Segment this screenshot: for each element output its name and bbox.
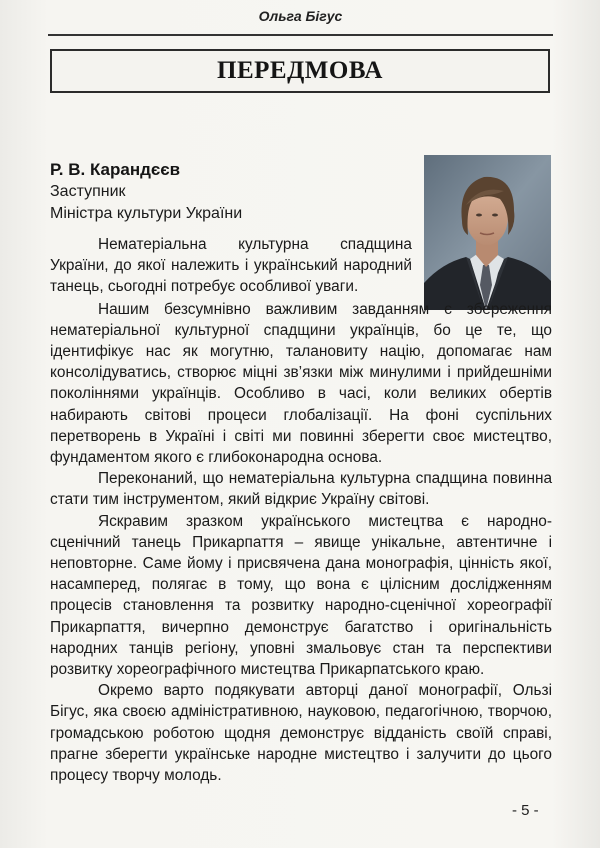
author-position-line2: Міністра культури України xyxy=(50,205,243,222)
paragraph-1: Нематеріальна культурна спадщина України, до якої належить і український народний танець, сьогодні потребує особливої уваги. xyxy=(50,236,412,296)
paragraph-3: Переконаний, що нематеріальна культурна спадщина повинна стати тим інструментом, який відкриє Україну світові. xyxy=(50,470,552,509)
author-name: Р. В. Карандєєв xyxy=(50,160,181,179)
page-number: - 5 - xyxy=(512,802,539,819)
paragraph-2: Нашим безсумнівно важливим завданням є збереження нематеріальної культурної спадщини українців, бо це те, що ідентифікує нас як могутню, талановиту націю, допомагає нам консолідуватись, створює міцні зв’язки між минулими і прийдешніми поколіннями українців. Особливо в часі, коли великих обертів набирають світові процеси глобалізації. На фоні суспільних перетворень в Україні і світі ми повинні зберегти своє мистецтво, фундаментом якого є глибоконародна основа. xyxy=(50,300,552,467)
running-head: Ольга Бігус xyxy=(258,8,343,24)
paragraph-5: Окремо варто подякувати авторці даної монографії, Ользі Бігус, яка своєю адміністративною, науковою, педагогічною, творчою, громадською роботою щодня демонструє відданість своїй справі, прагне зберегти українське народне мистецтво і залучити до цього процесу творчу молодь. xyxy=(50,682,552,785)
author-position-line1: Заступник xyxy=(50,183,126,200)
body-text xyxy=(50,234,552,786)
page-title: ПЕРЕДМОВА xyxy=(217,57,383,84)
paragraph-4: Яскравим зразком українського мистецтва є народно-сценічний танець Прикарпаття – явище унікальне, автентичне і неповторне. Саме йому і присвячена дана монографія, цінність якої, насамперед, полягає в тому, що вона є цілісним дослідженням процесів становлення та розвитку народно-сценічної хореографії Прикарпаття, вичерпно демонструє багатство і оригінальність народних танців регіону, уповні змальовує стан та перспективи розвитку хореографічного мистецтва Прикарпатського краю. xyxy=(50,512,552,679)
header-rule xyxy=(48,34,553,36)
title-box xyxy=(50,49,550,93)
